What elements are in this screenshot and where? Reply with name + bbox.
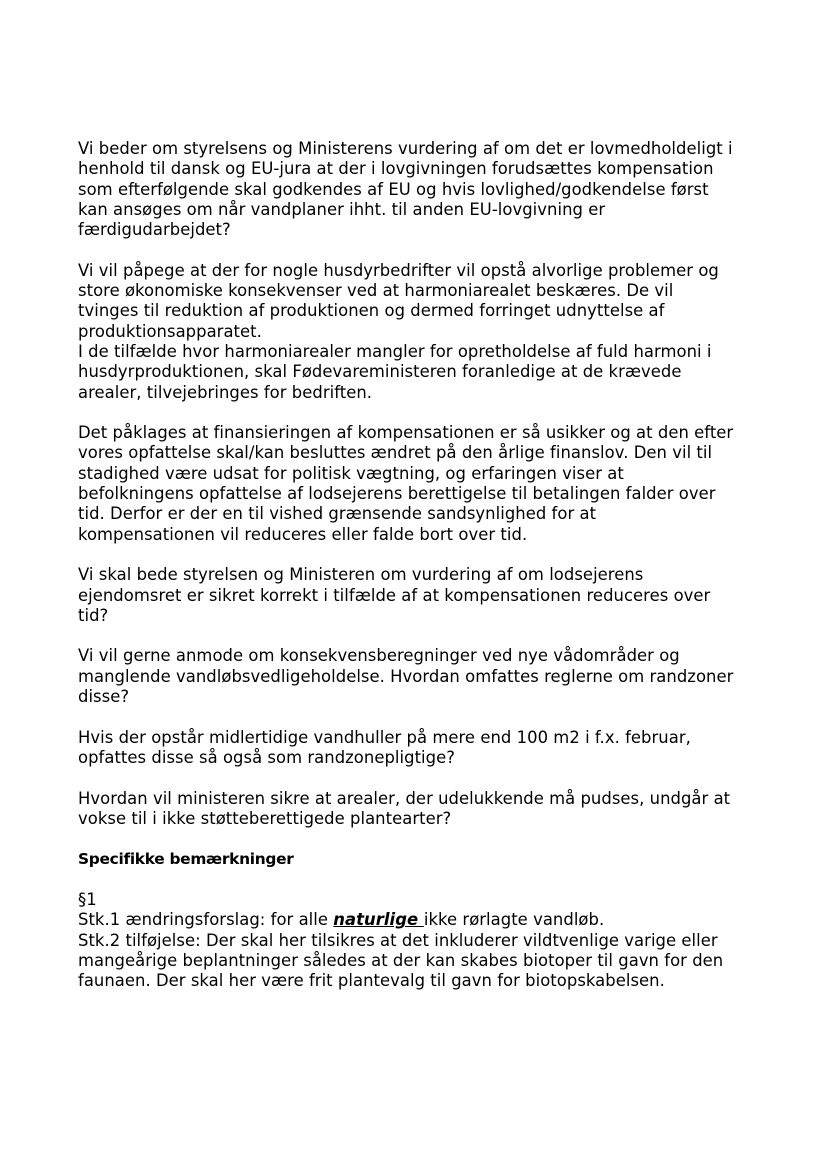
paragraph-property-rights xyxy=(78,565,758,626)
paragraph-livestock-problems xyxy=(78,261,758,342)
stk2-line: mangeårige beplantninger således at der kan skabes biotoper til gavn for den xyxy=(78,950,724,970)
text-line: Vi vil gerne anmode om konsekvensberegninger ved nye vådområder og xyxy=(78,646,680,666)
paragraph-financing-complaint xyxy=(78,423,758,545)
text-line: manglende vandløbsvedligeholdelse. Hvordan omfattes reglerne om randzoner xyxy=(78,666,734,686)
text-line: stadighed være udsat for politisk vægtning, og erfaringen viser at xyxy=(78,463,624,483)
text-line: arealer, tilvejebringes for bedriften. xyxy=(78,382,373,402)
text-line: ejendomsret er sikret korrekt i tilfælde af at kompensationen reduceres over xyxy=(78,585,711,605)
text-line: befolkningens opfattelse af lodsejerens berettigelse til betalingen falder over xyxy=(78,484,716,504)
text-line: tid. Derfor er der en til vished grænsende sandsynlighed for at xyxy=(78,504,597,524)
paragraph-temporary-ponds xyxy=(78,728,758,769)
text-line: tid? xyxy=(78,605,109,625)
text-line: kan ansøges om når vandplaner ihht. til anden EU-lovgivning er xyxy=(78,199,606,219)
stk2-line: faunaen. Der skal her være frit plantevalg til gavn for biotopskabelsen. xyxy=(78,971,665,991)
stk1-suffix: ikke rørlagte vandløb. xyxy=(423,910,605,930)
stk1-line xyxy=(78,910,758,930)
text-line: disse? xyxy=(78,687,130,707)
section-mark: §1 xyxy=(78,889,97,909)
section-heading: Specifikke bemærkninger xyxy=(78,850,294,869)
paragraph-wetlands xyxy=(78,646,758,707)
text-line: som efterfølgende skal godkendes af EU og hvis lovlighed/godkendelse først xyxy=(78,179,709,199)
section-paragraph-1 xyxy=(78,890,758,991)
text-line: opfattes disse så også som randzonepligtige? xyxy=(78,747,455,767)
paragraph-harmony-areas xyxy=(78,342,758,403)
stk2-line: Stk.2 tilføjelse: Der skal her tilsikres at det inkluderer vildtvenlige varige eller xyxy=(78,930,718,950)
text-line: kompensationen vil reduceres eller falde bort over tid. xyxy=(78,524,528,544)
text-line: færdigudarbejdet? xyxy=(78,220,231,240)
stk1-prefix: Stk.1 ændringsforslag: for alle xyxy=(78,910,334,930)
text-line: vores opfattelse skal/kan besluttes ændret på den årlige finanslov. Den vil til xyxy=(78,443,713,463)
text-line: henhold til dansk og EU-jura at der i lovgivningen forudsættes kompensation xyxy=(78,159,714,179)
text-line: Vi skal bede styrelsen og Ministeren om vurdering af om lodsejerens xyxy=(78,565,644,585)
text-line: Vi vil påpege at der for nogle husdyrbedrifter vil opstå alvorlige problemer og xyxy=(78,260,719,280)
stk1-emphasis: naturlige xyxy=(333,910,424,930)
text-line: Vi beder om styrelsens og Ministerens vurdering af om det er lovmedholdeligt i xyxy=(78,139,733,158)
document-page xyxy=(78,139,758,991)
text-line: I de tilfælde hvor harmoniarealer mangler for opretholdelse af fuld harmoni i xyxy=(78,341,712,361)
paragraph-legality-question xyxy=(78,139,758,240)
text-line: Hvis der opstår midlertidige vandhuller på mere end 100 m2 i f.x. februar, xyxy=(78,727,691,747)
text-line: tvinges til reduktion af produktionen og dermed forringet udnyttelse af xyxy=(78,301,665,321)
text-line: produktionsapparatet. xyxy=(78,321,262,341)
paragraph-cleaning-areas xyxy=(78,789,758,830)
text-line: husdyrproduktionen, skal Fødevareministeren foranledige at de krævede xyxy=(78,362,682,382)
text-line: Hvordan vil ministeren sikre at arealer, der udelukkende må pudses, undgår at xyxy=(78,788,731,808)
text-line: store økonomiske konsekvenser ved at harmoniarealet beskæres. De vil xyxy=(78,281,674,301)
text-line: vokse til i ikke støtteberettigede plantearter? xyxy=(78,808,452,828)
text-line: Det påklages at finansieringen af kompensationen er så usikker og at den efter xyxy=(78,423,734,443)
